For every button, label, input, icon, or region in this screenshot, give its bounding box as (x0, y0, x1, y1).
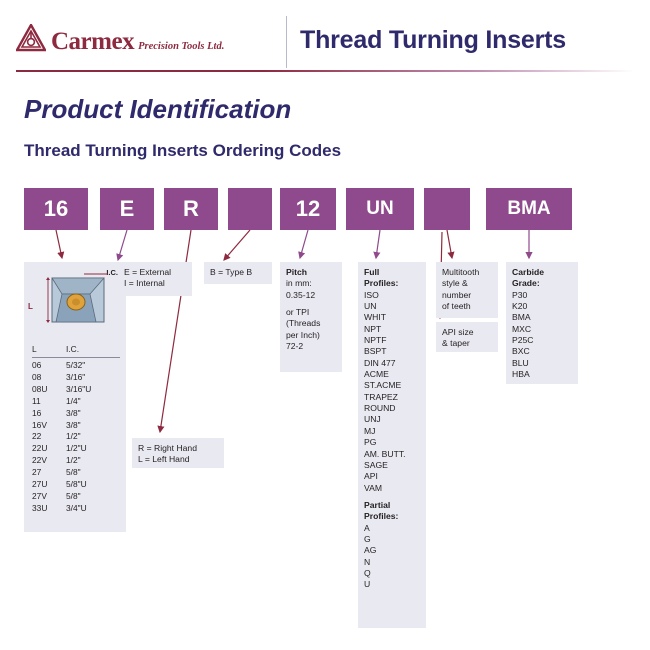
list-item: VAM (364, 482, 382, 493)
header-title: Thread Turning Inserts (300, 26, 566, 54)
full-profiles-list (364, 290, 420, 494)
panel-type-b (204, 262, 272, 284)
l-label: L (28, 302, 33, 311)
list-item: MJ (364, 425, 376, 436)
insert-dimensions-panel (24, 262, 126, 532)
insert-illustration (38, 272, 112, 334)
list-item: PG (364, 437, 377, 448)
code-box-hand: R (164, 188, 218, 230)
col-header-l: L (32, 344, 37, 354)
table-row: 16V 3/8" (32, 419, 81, 430)
table-row: 08 3/16" (32, 371, 86, 382)
header-rule (16, 70, 634, 72)
code-box-size: 16 (24, 188, 88, 230)
panel-api-size: API size & taper (436, 322, 498, 352)
list-item: UNJ (364, 414, 381, 425)
right-hand-label: R = Right Hand (138, 443, 197, 453)
full-profiles-title: Full (364, 267, 380, 277)
panel-multitooth: Multitooth style & number of teeth (436, 262, 498, 318)
list-item: G (364, 533, 371, 544)
list-item: MXC (512, 323, 532, 334)
code-box-profile: UN (346, 188, 414, 230)
list-item: N (364, 556, 371, 567)
code-box-pitch: 12 (280, 188, 336, 230)
panel-hand-direction (132, 438, 224, 468)
table-row: 33U 3/4"U (32, 502, 87, 513)
code-box-type (228, 188, 272, 230)
table-row: 22 1/2" (32, 431, 81, 442)
brand-name: Carmex (51, 28, 135, 55)
table-row: 22V 1/2" (32, 455, 81, 466)
list-item: Q (364, 567, 371, 578)
table-row: 11 1/4" (32, 395, 81, 406)
list-item: BLU (512, 357, 529, 368)
list-item: AM. BUTT. (364, 448, 406, 459)
carbide-grade-list (512, 290, 572, 381)
table-row: 22U 1/2"U (32, 443, 87, 454)
header-divider (286, 16, 287, 68)
list-item: P25C (512, 335, 534, 346)
list-item: BXC (512, 346, 530, 357)
carbide-grade-title: Carbide (512, 267, 544, 277)
internal-label: I = Internal (124, 278, 165, 289)
list-item: A (364, 522, 370, 533)
list-item: API (364, 471, 378, 482)
size-table-header (32, 344, 120, 358)
size-table (32, 344, 120, 515)
table-row: 06 5/32" (32, 359, 86, 370)
type-b-label: B = Type B (210, 267, 253, 277)
list-item: DIN 477 (364, 357, 396, 368)
list-item: ROUND (364, 403, 396, 414)
list-item: BMA (512, 312, 531, 323)
brand-logo (16, 24, 224, 54)
list-item: P30 (512, 289, 528, 300)
table-row: 16 3/8" (32, 407, 81, 418)
list-item: SAGE (364, 459, 388, 470)
page-title: Product Identification (24, 94, 292, 124)
list-item: UN (364, 301, 377, 312)
panel-carbide-grade: Carbide Grade: P30 K20 BMA MXC P25C BXC BLU HBA (506, 262, 578, 384)
code-box-teeth (424, 188, 470, 230)
external-label: E = External (124, 267, 172, 277)
partial-profiles-title: Partial (364, 499, 391, 510)
list-item: HBA (512, 369, 530, 380)
list-item: NPTF (364, 335, 387, 346)
list-item: ST.ACME (364, 380, 402, 391)
list-item: U (364, 579, 371, 590)
list-item: K20 (512, 301, 528, 312)
table-row: 27 5/8" (32, 467, 81, 478)
partial-profiles-list (364, 523, 420, 591)
code-box-int-ext: E (100, 188, 154, 230)
left-hand-label: L = Left Hand (138, 454, 190, 465)
table-row: 08U 3/16"U (32, 383, 92, 394)
col-header-ic: I.C. (66, 344, 80, 354)
panel-profiles: Full Profiles: ISO UN WHIT NPT NPTF BSPT DIN 477 ACME ST.ACME TRAPEZ ROUND UNJ MJ PG AM. BUTT. SAGE API VAM Partial Profiles: A G AG N Q U (358, 262, 426, 628)
panel-pitch: Pitch in mm: 0.35-12 or TPI (Threads per Inch) 72-2 (280, 262, 342, 372)
panel-internal-external (118, 262, 192, 296)
list-item: NPT (364, 323, 382, 334)
page-header (0, 0, 650, 72)
list-item: BSPT (364, 346, 387, 357)
code-box-grade: BMA (486, 188, 572, 230)
list-item: WHIT (364, 312, 386, 323)
section-title: Thread Turning Inserts Ordering Codes (24, 141, 342, 160)
table-row: 27U 5/8"U (32, 479, 87, 490)
list-item: TRAPEZ (364, 391, 398, 402)
list-item: AG (364, 545, 377, 556)
pitch-title: Pitch (286, 267, 308, 277)
ic-label: I.C. (106, 268, 118, 277)
list-item: ISO (364, 289, 379, 300)
list-item: ACME (364, 369, 389, 380)
brand-tagline: Precision Tools Ltd. (138, 41, 225, 52)
carmex-logo-icon (16, 24, 46, 54)
table-row: 27V 5/8" (32, 491, 81, 502)
